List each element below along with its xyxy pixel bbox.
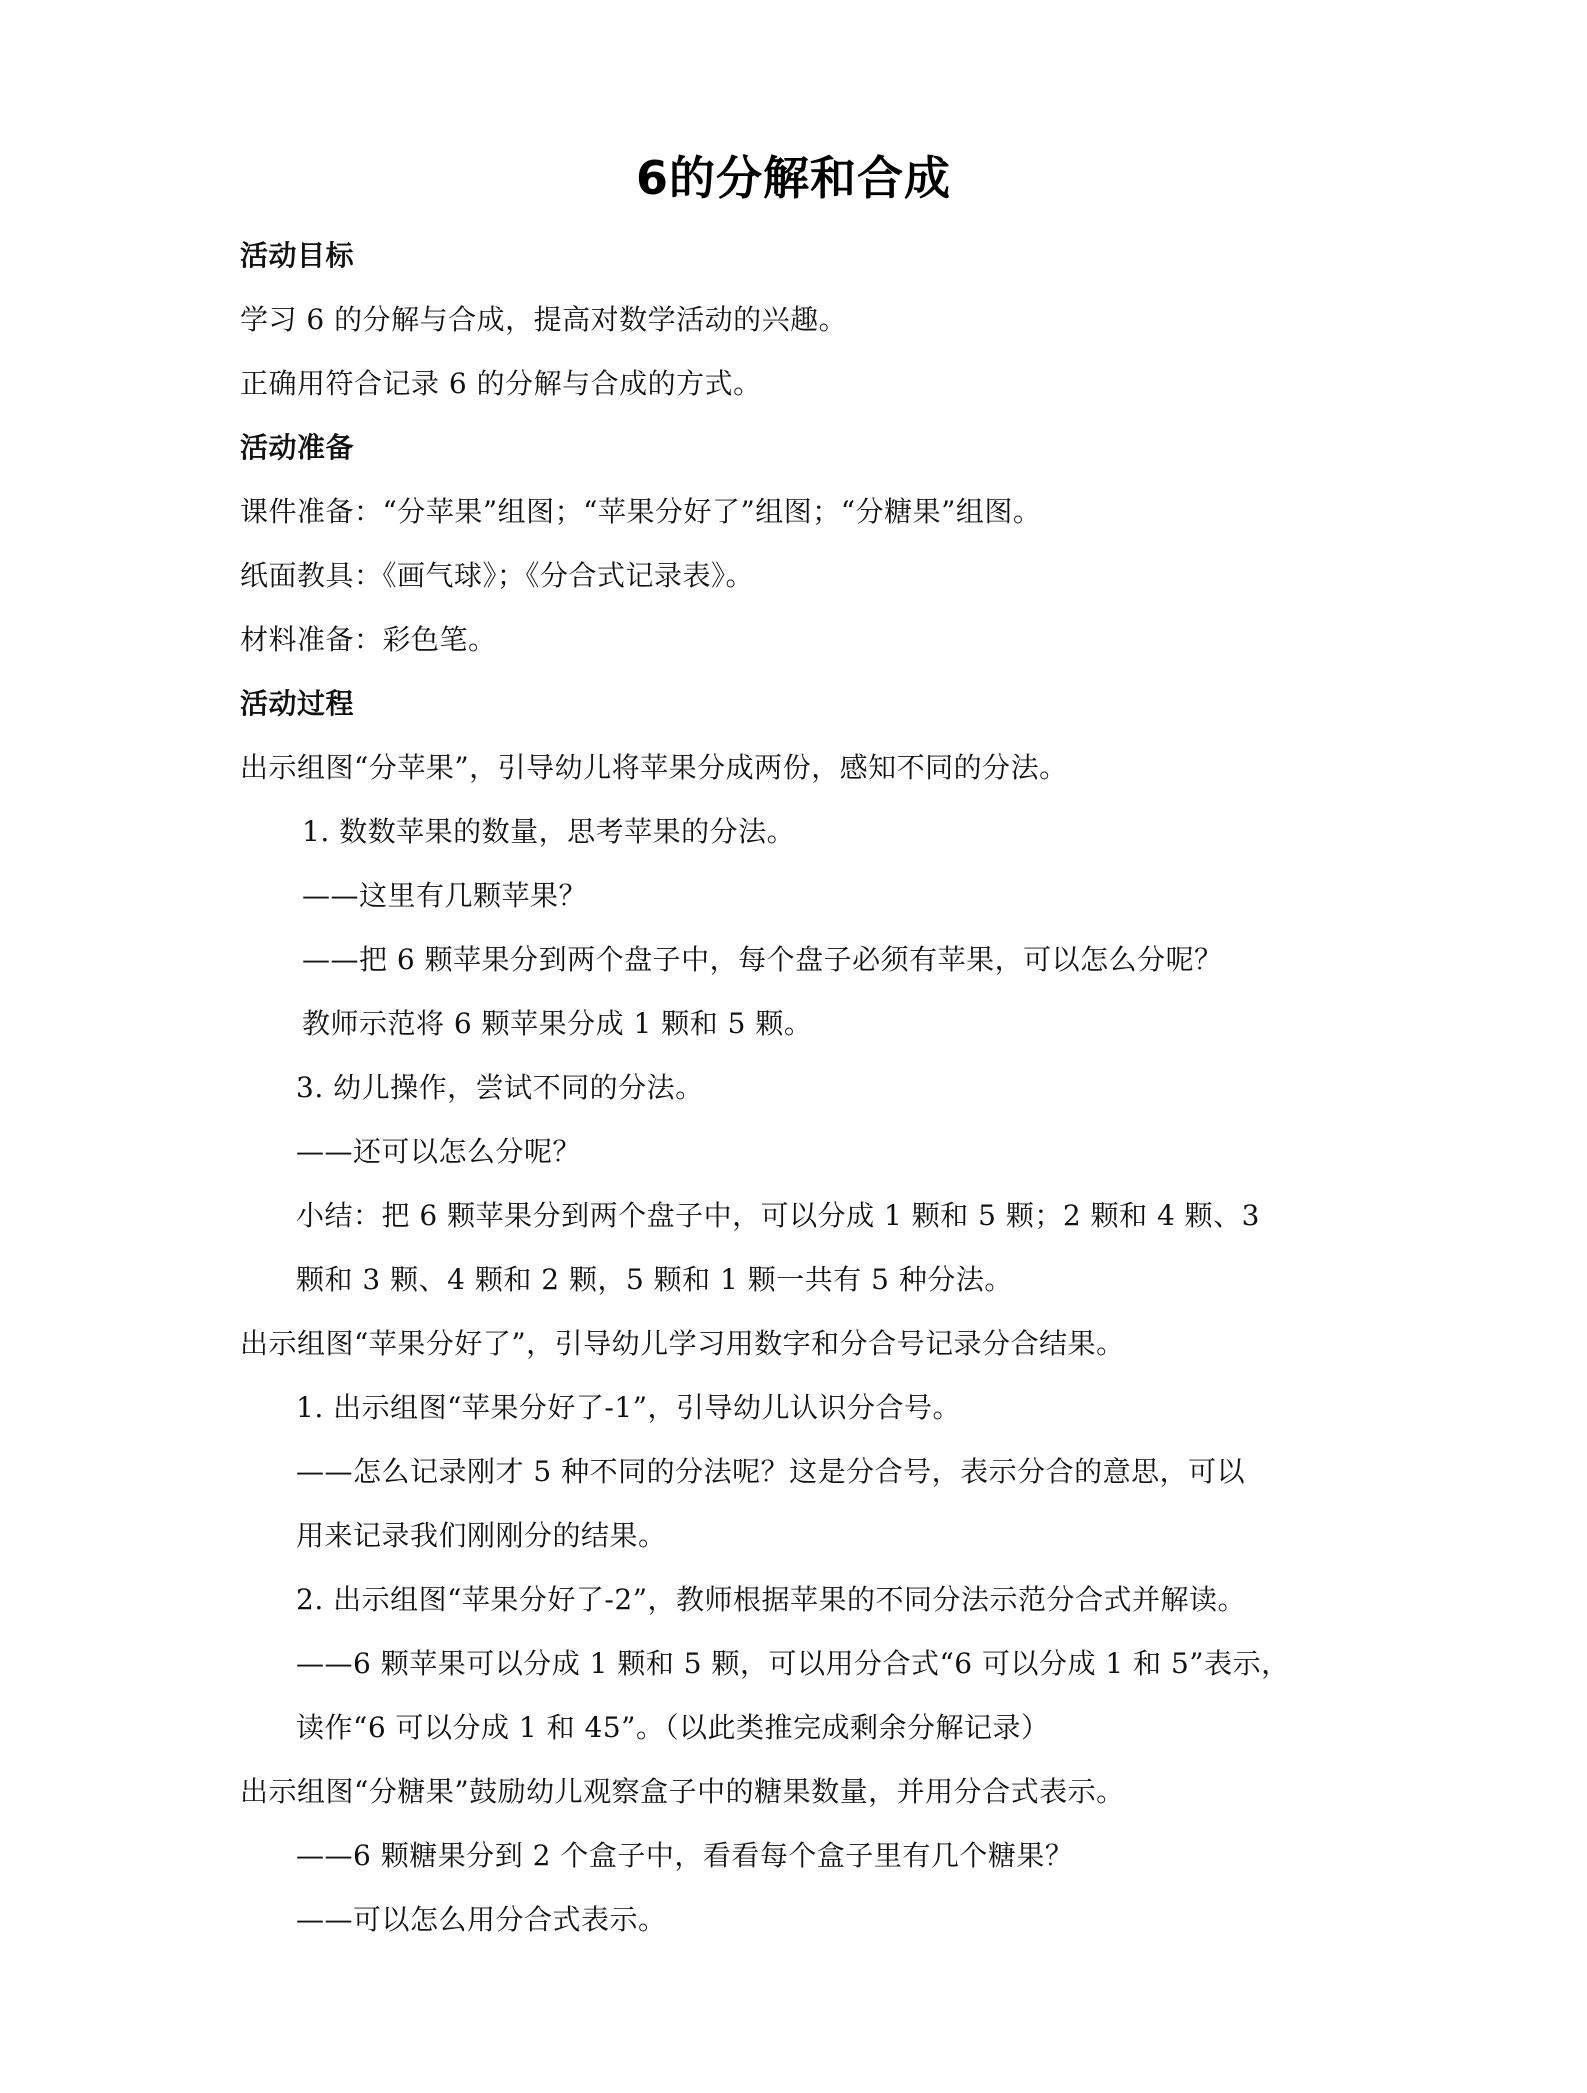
paragraph: 用来记录我们刚刚分的结果。	[296, 1519, 667, 1552]
question-line: ——还可以怎么分呢？	[296, 1135, 582, 1168]
paragraph: 正确用符合记录 6 的分解与合成的方式。	[240, 367, 762, 400]
section-heading-goals: 活动目标	[240, 239, 355, 272]
list-item: 3. 幼儿操作，尝试不同的分法。	[296, 1071, 704, 1104]
question-line: ——这里有几颗苹果？	[302, 879, 588, 912]
section-heading-preparation: 活动准备	[240, 431, 355, 464]
paragraph: 教师示范将 6 颗苹果分成 1 颗和 5 颗。	[302, 1007, 813, 1040]
summary-line: 颗和 3 颗、4 颗和 2 颗，5 颗和 1 颗一共有 5 种分法。	[296, 1263, 1013, 1296]
question-line: ——6 颗糖果分到 2 个盒子中，看看每个盒子里有几个糖果？	[296, 1839, 1074, 1872]
paragraph: 出示组图“分糖果”鼓励幼儿观察盒子中的糖果数量，并用分合式表示。	[240, 1775, 1125, 1808]
paragraph: 出示组图“分苹果”，引导幼儿将苹果分成两份，感知不同的分法。	[240, 751, 1068, 784]
paragraph: 出示组图“苹果分好了”，引导幼儿学习用数字和分合号记录分合结果。	[240, 1327, 1125, 1360]
paragraph: 课件准备：“分苹果”组图；“苹果分好了”组图；“分糖果”组图。	[240, 495, 1042, 528]
paragraph: 纸面教具：《画气球》；《分合式记录表》。	[240, 559, 755, 592]
list-item: 1. 出示组图“苹果分好了-1”，引导幼儿认识分合号。	[296, 1391, 962, 1424]
paragraph: 学习 6 的分解与合成，提高对数学活动的兴趣。	[240, 303, 848, 336]
paragraph: 材料准备：彩色笔。	[240, 623, 497, 656]
question-line: ——把 6 颗苹果分到两个盘子中，每个盘子必须有苹果，可以怎么分呢？	[302, 943, 1223, 976]
question-line: ——怎么记录刚才 5 种不同的分法呢？这是分合号，表示分合的意思，可以	[296, 1455, 1246, 1488]
summary-line: 小结：把 6 颗苹果分到两个盘子中，可以分成 1 颗和 5 颗；2 颗和 4 颗、3	[296, 1199, 1260, 1232]
list-item: 1. 数数苹果的数量，思考苹果的分法。	[302, 815, 796, 848]
question-line: ——6 颗苹果可以分成 1 颗和 5 颗，可以用分合式“6 可以分成 1 和 5”表示，	[296, 1647, 1290, 1680]
paragraph: 读作“6 可以分成 1 和 45”。（以此类推完成剩余分解记录）	[296, 1711, 1050, 1744]
list-item: 2. 出示组图“苹果分好了-2”，教师根据苹果的不同分法示范分合式并解读。	[296, 1583, 1247, 1616]
section-heading-process: 活动过程	[240, 687, 355, 720]
document-title: 6的分解和合成	[635, 151, 951, 205]
question-line: ——可以怎么用分合式表示。	[296, 1903, 667, 1936]
